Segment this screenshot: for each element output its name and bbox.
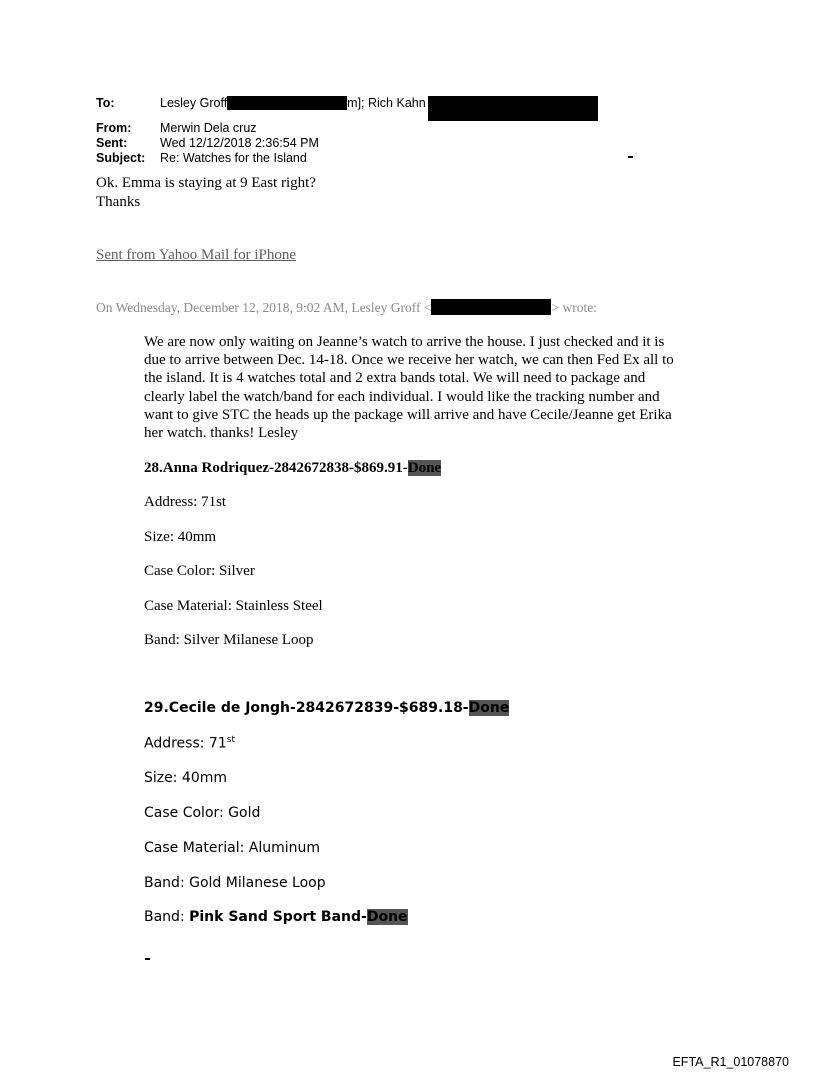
subject-value: Re: Watches for the Island (160, 151, 307, 165)
order-title-text: 29.Cecile de Jongh-2842672839-$689.18- (144, 700, 469, 716)
redaction-box (227, 96, 347, 110)
quote-header-suffix: > wrote: (551, 300, 597, 315)
to-row (96, 96, 598, 121)
order-case-color: Case Color: Gold (144, 805, 261, 821)
stray-mark (628, 156, 633, 158)
order-address (144, 735, 235, 752)
order-size: Size: 40mm (144, 770, 227, 786)
order-size: Size: 40mm (144, 529, 217, 545)
order-case-material: Case Material: Stainless Steel (144, 598, 323, 614)
subject-label: Subject: (96, 151, 146, 165)
reply-line: Thanks (96, 194, 141, 210)
order-address: Address: 71st (144, 494, 227, 510)
reply-line: Ok. Emma is staying at 9 East right? (96, 175, 316, 191)
order-case-color: Case Color: Silver (144, 563, 255, 579)
order-title-text: 28.Anna Rodriquez-2842672838-$869.91- (144, 460, 408, 476)
from-label: From: (96, 121, 132, 135)
to-name: Lesley Groff (160, 96, 228, 110)
quote-header (96, 299, 597, 316)
subject-row (96, 151, 598, 166)
document-id: EFTA_R1_01078870 (672, 1055, 789, 1069)
sent-value: Wed 12/12/2018 2:36:54 PM (160, 136, 319, 150)
order-address-text: Address: 71 (144, 735, 227, 752)
order-case-material: Case Material: Aluminum (144, 840, 321, 856)
from-row (96, 121, 598, 136)
extra-band-value: Pink Sand Sport Band- (189, 909, 367, 925)
to-recipient-2: m]; Rich Kahn (347, 96, 426, 110)
order-title (144, 700, 509, 716)
done-badge: Done (366, 909, 408, 925)
order-band: Band: Silver Milanese Loop (144, 632, 314, 648)
reply-body (96, 174, 316, 212)
from-value: Merwin Dela cruz (160, 121, 257, 135)
quote-header-prefix: On Wednesday, December 12, 2018, 9:02 AM, Lesley Groff < (96, 300, 432, 315)
address-superscript: st (226, 735, 235, 745)
done-badge: Done (407, 460, 442, 476)
order-extra-band (144, 909, 408, 925)
sent-row (96, 136, 598, 151)
signature-link[interactable]: Sent from Yahoo Mail for iPhone (96, 247, 296, 263)
to-label: To: (96, 96, 115, 110)
order-band: Band: Gold Milanese Loop (144, 875, 326, 891)
redaction-box (428, 96, 598, 121)
order-title (144, 460, 441, 477)
stray-mark (145, 958, 150, 960)
extra-band-label: Band: (144, 909, 190, 925)
redaction-box (431, 299, 551, 315)
email-header (96, 96, 598, 166)
sent-label: Sent: (96, 136, 128, 150)
quoted-message: We are now only waiting on Jeanne’s watch to arrive the house. I just checked and it is due to arrive between Dec. 14-18. Once we receive her watch, we can then Fed Ex all to the island. It is 4 watches total and 2 extra bands total. We will need to package and clearly label the watch/band for each individual. I would like the tracking number and want to give STC the heads up the package will arrive and have Cecile/Jeanne get Erika her watch. thanks! Lesley (144, 334, 674, 442)
done-badge: Done (468, 700, 510, 716)
